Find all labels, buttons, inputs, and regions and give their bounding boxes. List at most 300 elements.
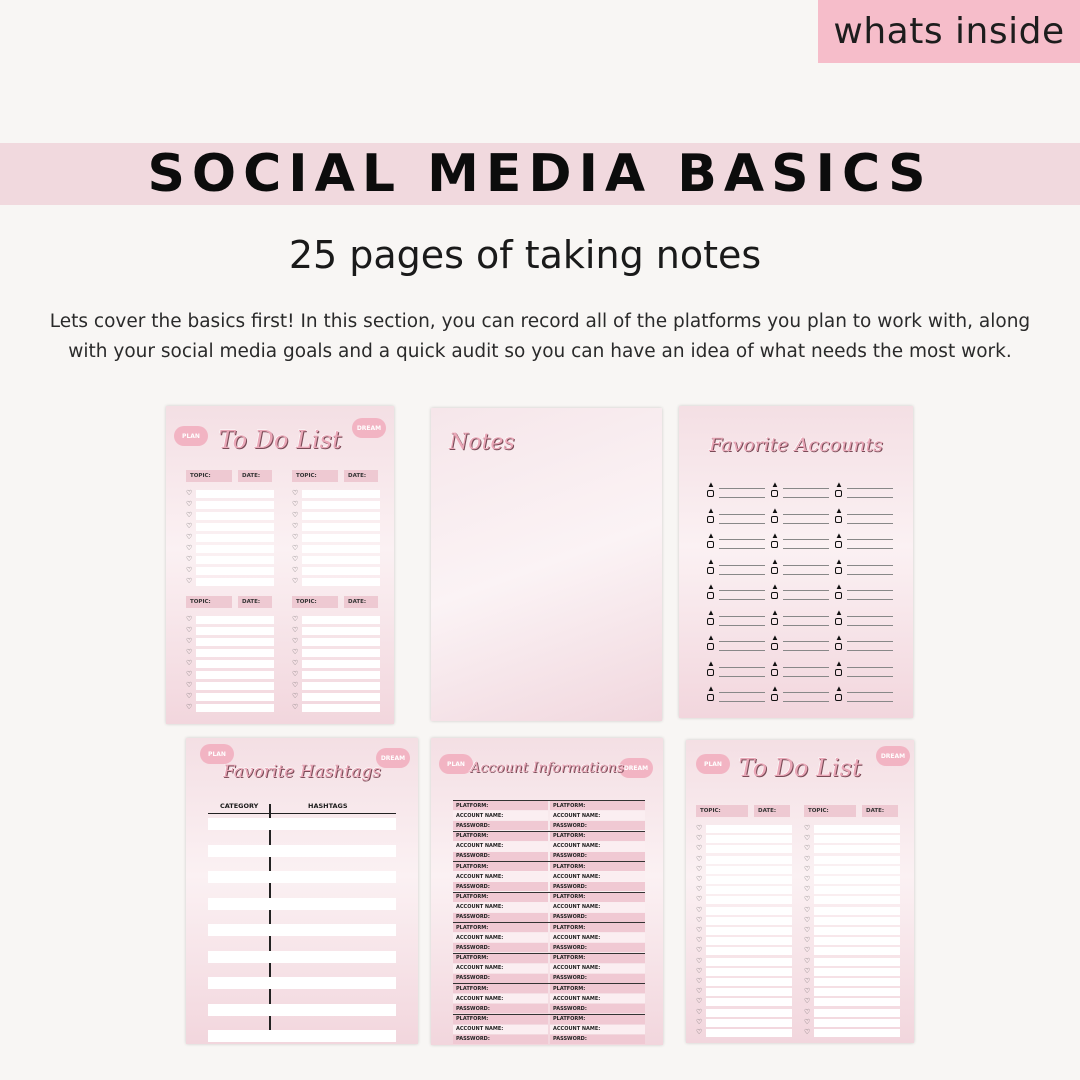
account-field-label: PASSWORD: xyxy=(550,1035,645,1044)
heart-icon: ♡ xyxy=(186,682,193,689)
dream-cloud: DREAM xyxy=(376,748,410,768)
person-icon: ▲ xyxy=(835,505,843,515)
account-line xyxy=(783,590,829,591)
todo-line xyxy=(814,937,900,945)
dream-cloud: DREAM xyxy=(876,746,910,766)
heart-icon: ♡ xyxy=(804,865,811,873)
todo-line xyxy=(302,660,380,668)
account-line xyxy=(847,488,893,489)
account-field-label: PASSWORD: xyxy=(550,1004,645,1013)
account-field-label: PLATFORM: xyxy=(453,923,548,932)
heart-icon: ♡ xyxy=(186,567,193,574)
heart-icon: ♡ xyxy=(804,988,811,996)
instagram-icon xyxy=(835,567,842,574)
heart-icon: ♡ xyxy=(804,886,811,894)
instagram-icon xyxy=(835,669,842,676)
description: Lets cover the basics first! In this section, you can record all of the platforms you plan to work with, along with your social media goals and a quick audit so you can have an idea of what needs the most work. xyxy=(49,311,1031,362)
todo-line xyxy=(196,512,274,520)
account-line xyxy=(783,488,829,489)
account-field-label: PLATFORM: xyxy=(550,832,645,841)
person-icon: ▲ xyxy=(835,633,843,642)
account-field-label: ACCOUNT NAME: xyxy=(453,933,548,942)
heart-icon: ♡ xyxy=(696,896,703,904)
account-field-label: PASSWORD: xyxy=(550,974,645,983)
account-line xyxy=(783,523,829,524)
heart-icon: ♡ xyxy=(804,825,811,832)
todo-line xyxy=(814,907,900,915)
heart-icon: ♡ xyxy=(186,616,193,623)
heart-icon: ♡ xyxy=(292,660,299,667)
account-line xyxy=(719,488,765,489)
instagram-icon xyxy=(835,541,842,548)
heart-icon: ♡ xyxy=(292,627,299,634)
todo-line xyxy=(814,998,900,1006)
instagram-icon xyxy=(771,618,778,625)
account-field-label: ACCOUNT NAME: xyxy=(453,964,548,973)
account-field-label: PASSWORD: xyxy=(453,1035,548,1044)
heart-icon: ♡ xyxy=(696,988,703,996)
heart-icon: ♡ xyxy=(186,660,193,667)
todo-line xyxy=(814,1029,900,1037)
account-line xyxy=(847,701,893,702)
preview-favorite-hashtags xyxy=(186,738,418,1044)
todo-line xyxy=(196,671,274,679)
account-field-label: PLATFORM: xyxy=(550,862,645,871)
account-line xyxy=(847,625,893,626)
account-line xyxy=(847,650,893,651)
account-field-label: PLATFORM: xyxy=(550,984,645,993)
todo-line xyxy=(196,682,274,690)
account-line xyxy=(719,641,765,642)
heart-icon: ♡ xyxy=(186,578,193,585)
account-line xyxy=(847,523,893,524)
heart-icon: ♡ xyxy=(696,967,703,975)
heart-icon: ♡ xyxy=(292,512,299,519)
instagram-icon xyxy=(771,669,778,676)
preview-notes xyxy=(431,408,662,721)
instagram-icon xyxy=(707,669,714,676)
heart-icon: ♡ xyxy=(804,947,811,955)
heart-icon: ♡ xyxy=(696,865,703,873)
todo-line xyxy=(196,627,274,635)
date-label: DATE: xyxy=(862,805,898,817)
account-field-label: PLATFORM: xyxy=(453,832,548,841)
favorite-accounts-title: Favorite Accounts xyxy=(709,434,883,456)
hashtag-row xyxy=(208,951,396,963)
person-icon: ▲ xyxy=(707,633,715,642)
todo-line xyxy=(706,1029,792,1037)
whats-inside-badge: whats inside xyxy=(818,0,1080,63)
person-icon: ▲ xyxy=(707,531,715,540)
heart-icon: ♡ xyxy=(804,937,811,945)
account-line xyxy=(719,590,765,591)
todo-line xyxy=(302,671,380,679)
account-line xyxy=(847,641,893,642)
person-icon: ▲ xyxy=(771,684,779,693)
hashtag-row xyxy=(208,1004,396,1016)
account-line xyxy=(719,523,765,524)
hashtag-row xyxy=(208,845,396,857)
heart-icon: ♡ xyxy=(292,490,299,497)
person-icon: ▲ xyxy=(707,684,715,693)
heart-icon: ♡ xyxy=(804,978,811,985)
account-line xyxy=(847,539,893,540)
todo-line xyxy=(302,693,380,701)
heart-icon: ♡ xyxy=(696,1018,703,1026)
todo-line xyxy=(706,978,792,986)
account-field-label: PASSWORD: xyxy=(550,913,645,922)
account-field-label: PLATFORM: xyxy=(453,893,548,902)
todo-line xyxy=(302,567,380,575)
account-line xyxy=(719,514,765,515)
heart-icon: ♡ xyxy=(696,927,703,934)
dream-cloud: DREAM xyxy=(619,758,653,778)
favorite-hashtags-title: Favorite Hashtags xyxy=(223,762,381,782)
todo-line xyxy=(302,627,380,635)
todo-line xyxy=(196,649,274,657)
todo-line xyxy=(196,545,274,553)
hashtag-row xyxy=(208,977,396,989)
account-line xyxy=(847,574,893,575)
heart-icon: ♡ xyxy=(804,1018,811,1026)
heart-icon: ♡ xyxy=(804,835,811,843)
person-icon: ▲ xyxy=(707,658,715,668)
heart-icon: ♡ xyxy=(696,855,703,863)
heart-icon: ♡ xyxy=(292,523,299,530)
account-line xyxy=(783,616,829,617)
account-field-label: PLATFORM: xyxy=(550,954,645,963)
account-line xyxy=(847,616,893,617)
todo-line xyxy=(814,958,900,966)
todo-line xyxy=(814,1019,900,1027)
person-icon: ▲ xyxy=(771,480,779,489)
heart-icon: ♡ xyxy=(804,916,811,924)
account-field-label: ACCOUNT NAME: xyxy=(550,872,645,881)
account-line xyxy=(719,599,765,600)
heart-icon: ♡ xyxy=(804,906,811,914)
heart-icon: ♡ xyxy=(804,967,811,975)
person-icon: ▲ xyxy=(835,531,843,540)
heart-icon: ♡ xyxy=(804,1029,811,1036)
account-line xyxy=(783,497,829,498)
heart-icon: ♡ xyxy=(804,896,811,904)
todo-line xyxy=(706,968,792,976)
todo-title: To Do List xyxy=(218,426,342,454)
heart-icon: ♡ xyxy=(186,638,193,645)
heart-icon: ♡ xyxy=(292,501,299,508)
account-field-label: PASSWORD: xyxy=(453,882,548,891)
heart-icon: ♡ xyxy=(696,998,703,1006)
plan-cloud: PLAN xyxy=(174,426,208,446)
todo-line xyxy=(302,649,380,657)
date-label: DATE: xyxy=(754,805,790,817)
title-band xyxy=(0,143,1080,205)
instagram-icon xyxy=(707,541,714,548)
heart-icon: ♡ xyxy=(292,693,299,700)
person-icon: ▲ xyxy=(771,658,779,668)
plan-cloud: PLAN xyxy=(200,744,234,764)
account-line xyxy=(783,667,829,668)
todo-line xyxy=(302,490,380,498)
plan-cloud: PLAN xyxy=(439,754,473,774)
todo-line xyxy=(814,896,900,904)
todo-line xyxy=(814,917,900,925)
heart-icon: ♡ xyxy=(186,512,193,519)
heart-icon: ♡ xyxy=(292,578,299,585)
todo-line xyxy=(302,616,380,624)
topic-label: TOPIC: xyxy=(696,805,748,817)
todo-line xyxy=(706,866,792,874)
account-line xyxy=(783,514,829,515)
account-line xyxy=(783,625,829,626)
todo-line xyxy=(196,660,274,668)
account-line xyxy=(719,574,765,575)
heart-icon: ♡ xyxy=(804,876,811,883)
person-icon: ▲ xyxy=(835,556,843,566)
account-line xyxy=(719,548,765,549)
account-line xyxy=(783,574,829,575)
heart-icon: ♡ xyxy=(186,556,193,563)
instagram-icon xyxy=(835,516,842,523)
topic-label: TOPIC: xyxy=(292,596,338,608)
topic-label: TOPIC: xyxy=(186,596,232,608)
person-icon: ▲ xyxy=(835,607,843,617)
account-field-label: ACCOUNT NAME: xyxy=(453,903,548,912)
account-field-label: PASSWORD: xyxy=(453,852,548,861)
todo-line xyxy=(706,947,792,955)
person-icon: ▲ xyxy=(771,556,779,566)
account-line xyxy=(783,565,829,566)
account-line xyxy=(847,692,893,693)
todo-line xyxy=(706,917,792,925)
instagram-icon xyxy=(771,643,778,650)
instagram-icon xyxy=(707,567,714,574)
todo-line xyxy=(814,978,900,986)
todo-line xyxy=(706,988,792,996)
account-field-label: PASSWORD: xyxy=(550,943,645,952)
account-field-label: PASSWORD: xyxy=(453,821,548,830)
instagram-icon xyxy=(707,516,714,523)
person-icon: ▲ xyxy=(707,556,715,566)
todo-line xyxy=(814,947,900,955)
heart-icon: ♡ xyxy=(696,845,703,853)
account-line xyxy=(847,590,893,591)
heart-icon: ♡ xyxy=(696,978,703,985)
account-line xyxy=(719,497,765,498)
todo-line xyxy=(196,534,274,542)
todo-line xyxy=(814,968,900,976)
todo-line xyxy=(706,927,792,935)
todo-line xyxy=(302,682,380,690)
account-field-label: PLATFORM: xyxy=(550,801,645,810)
person-icon: ▲ xyxy=(835,480,843,489)
heart-icon: ♡ xyxy=(696,906,703,914)
todo-line xyxy=(706,1009,792,1017)
todo-line xyxy=(706,937,792,945)
hashtag-row xyxy=(208,924,396,936)
instagram-icon xyxy=(771,567,778,574)
todo-line xyxy=(196,523,274,531)
todo-line xyxy=(814,876,900,884)
account-line xyxy=(719,539,765,540)
heart-icon: ♡ xyxy=(292,682,299,689)
todo-line xyxy=(814,835,900,843)
account-field-label: ACCOUNT NAME: xyxy=(453,872,548,881)
topic-label: TOPIC: xyxy=(804,805,856,817)
todo-line xyxy=(706,1019,792,1027)
instagram-icon xyxy=(771,592,778,599)
account-field-label: PLATFORM: xyxy=(453,1015,548,1024)
account-line xyxy=(783,676,829,677)
todo-line xyxy=(706,825,792,833)
subtitle: 25 pages of taking notes xyxy=(288,233,762,277)
heart-icon: ♡ xyxy=(696,825,703,832)
page-title: SOCIAL MEDIA BASICS xyxy=(147,144,933,204)
heart-icon: ♡ xyxy=(292,671,299,678)
heart-icon: ♡ xyxy=(804,957,811,965)
todo-line xyxy=(814,825,900,833)
person-icon: ▲ xyxy=(771,582,779,591)
account-line xyxy=(847,565,893,566)
account-line xyxy=(719,701,765,702)
todo-line xyxy=(196,501,274,509)
account-line xyxy=(847,514,893,515)
heart-icon: ♡ xyxy=(696,937,703,945)
account-line xyxy=(719,650,765,651)
todo-line xyxy=(706,835,792,843)
heart-icon: ♡ xyxy=(292,704,299,711)
heart-icon: ♡ xyxy=(186,704,193,711)
todo-line xyxy=(196,616,274,624)
todo-title: To Do List xyxy=(738,754,862,782)
account-line xyxy=(719,676,765,677)
heart-icon: ♡ xyxy=(804,845,811,853)
heart-icon: ♡ xyxy=(804,855,811,863)
account-line xyxy=(719,692,765,693)
instagram-icon xyxy=(771,541,778,548)
todo-line xyxy=(814,866,900,874)
account-field-label: PASSWORD: xyxy=(550,852,645,861)
date-label: DATE: xyxy=(344,596,378,608)
person-icon: ▲ xyxy=(835,658,843,668)
account-field-label: ACCOUNT NAME: xyxy=(550,842,645,851)
preview-account-informations xyxy=(431,738,663,1045)
account-line xyxy=(719,667,765,668)
heart-icon: ♡ xyxy=(186,671,193,678)
instagram-icon xyxy=(835,490,842,497)
heart-icon: ♡ xyxy=(696,876,703,883)
heart-icon: ♡ xyxy=(186,523,193,530)
account-field-label: PASSWORD: xyxy=(453,943,548,952)
heart-icon: ♡ xyxy=(292,567,299,574)
heart-icon: ♡ xyxy=(186,545,193,552)
account-field-label: PLATFORM: xyxy=(550,1015,645,1024)
account-field-label: ACCOUNT NAME: xyxy=(453,994,548,1003)
instagram-icon xyxy=(835,694,842,701)
todo-line xyxy=(814,927,900,935)
instagram-icon xyxy=(835,618,842,625)
person-icon: ▲ xyxy=(771,607,779,617)
account-line xyxy=(847,667,893,668)
heart-icon: ♡ xyxy=(292,556,299,563)
account-line xyxy=(783,539,829,540)
todo-line xyxy=(814,886,900,894)
instagram-icon xyxy=(707,618,714,625)
heart-icon: ♡ xyxy=(292,638,299,645)
account-field-label: PASSWORD: xyxy=(550,882,645,891)
todo-line xyxy=(196,556,274,564)
heart-icon: ♡ xyxy=(292,649,299,656)
todo-line xyxy=(196,693,274,701)
hashtags-header-rule xyxy=(208,813,396,814)
account-field-label: ACCOUNT NAME: xyxy=(550,811,645,820)
instagram-icon xyxy=(707,490,714,497)
dream-cloud: DREAM xyxy=(352,418,386,438)
heart-icon: ♡ xyxy=(292,616,299,623)
account-line xyxy=(783,548,829,549)
todo-line xyxy=(706,998,792,1006)
account-field-label: PASSWORD: xyxy=(453,974,548,983)
account-line xyxy=(719,616,765,617)
account-field-label: ACCOUNT NAME: xyxy=(550,964,645,973)
todo-line xyxy=(302,578,380,586)
hashtag-row xyxy=(208,898,396,910)
heart-icon: ♡ xyxy=(186,490,193,497)
heart-icon: ♡ xyxy=(292,545,299,552)
heart-icon: ♡ xyxy=(804,998,811,1006)
instagram-icon xyxy=(771,694,778,701)
topic-label: TOPIC: xyxy=(292,470,338,482)
heart-icon: ♡ xyxy=(696,957,703,965)
person-icon: ▲ xyxy=(707,505,715,515)
account-line xyxy=(847,599,893,600)
heart-icon: ♡ xyxy=(804,1008,811,1016)
account-field-label: ACCOUNT NAME: xyxy=(550,933,645,942)
todo-line xyxy=(706,958,792,966)
account-line xyxy=(783,650,829,651)
person-icon: ▲ xyxy=(835,582,843,591)
todo-line xyxy=(814,1009,900,1017)
topic-label: TOPIC: xyxy=(186,470,232,482)
account-line xyxy=(719,565,765,566)
preview-todo-list-1 xyxy=(166,406,394,724)
account-field-label: PASSWORD: xyxy=(453,1004,548,1013)
account-field-label: ACCOUNT NAME: xyxy=(550,1025,645,1034)
hashtags-col-hashtags: HASHTAGS xyxy=(308,802,348,810)
account-field-label: ACCOUNT NAME: xyxy=(453,1025,548,1034)
heart-icon: ♡ xyxy=(696,1029,703,1036)
todo-line xyxy=(706,845,792,853)
todo-line xyxy=(302,534,380,542)
account-field-label: PLATFORM: xyxy=(550,893,645,902)
heart-icon: ♡ xyxy=(292,534,299,541)
preview-favorite-accounts xyxy=(679,406,913,718)
heart-icon: ♡ xyxy=(186,693,193,700)
notes-title: Notes xyxy=(449,430,515,455)
person-icon: ▲ xyxy=(771,531,779,540)
hashtag-row xyxy=(208,871,396,883)
instagram-icon xyxy=(771,490,778,497)
todo-line xyxy=(814,845,900,853)
hashtag-row xyxy=(208,1030,396,1042)
account-field-label: PLATFORM: xyxy=(550,923,645,932)
account-line xyxy=(783,692,829,693)
person-icon: ▲ xyxy=(707,607,715,617)
account-informations-title: Account Informations xyxy=(470,760,624,776)
todo-line xyxy=(196,638,274,646)
plan-cloud: PLAN xyxy=(696,754,730,774)
instagram-icon xyxy=(707,694,714,701)
